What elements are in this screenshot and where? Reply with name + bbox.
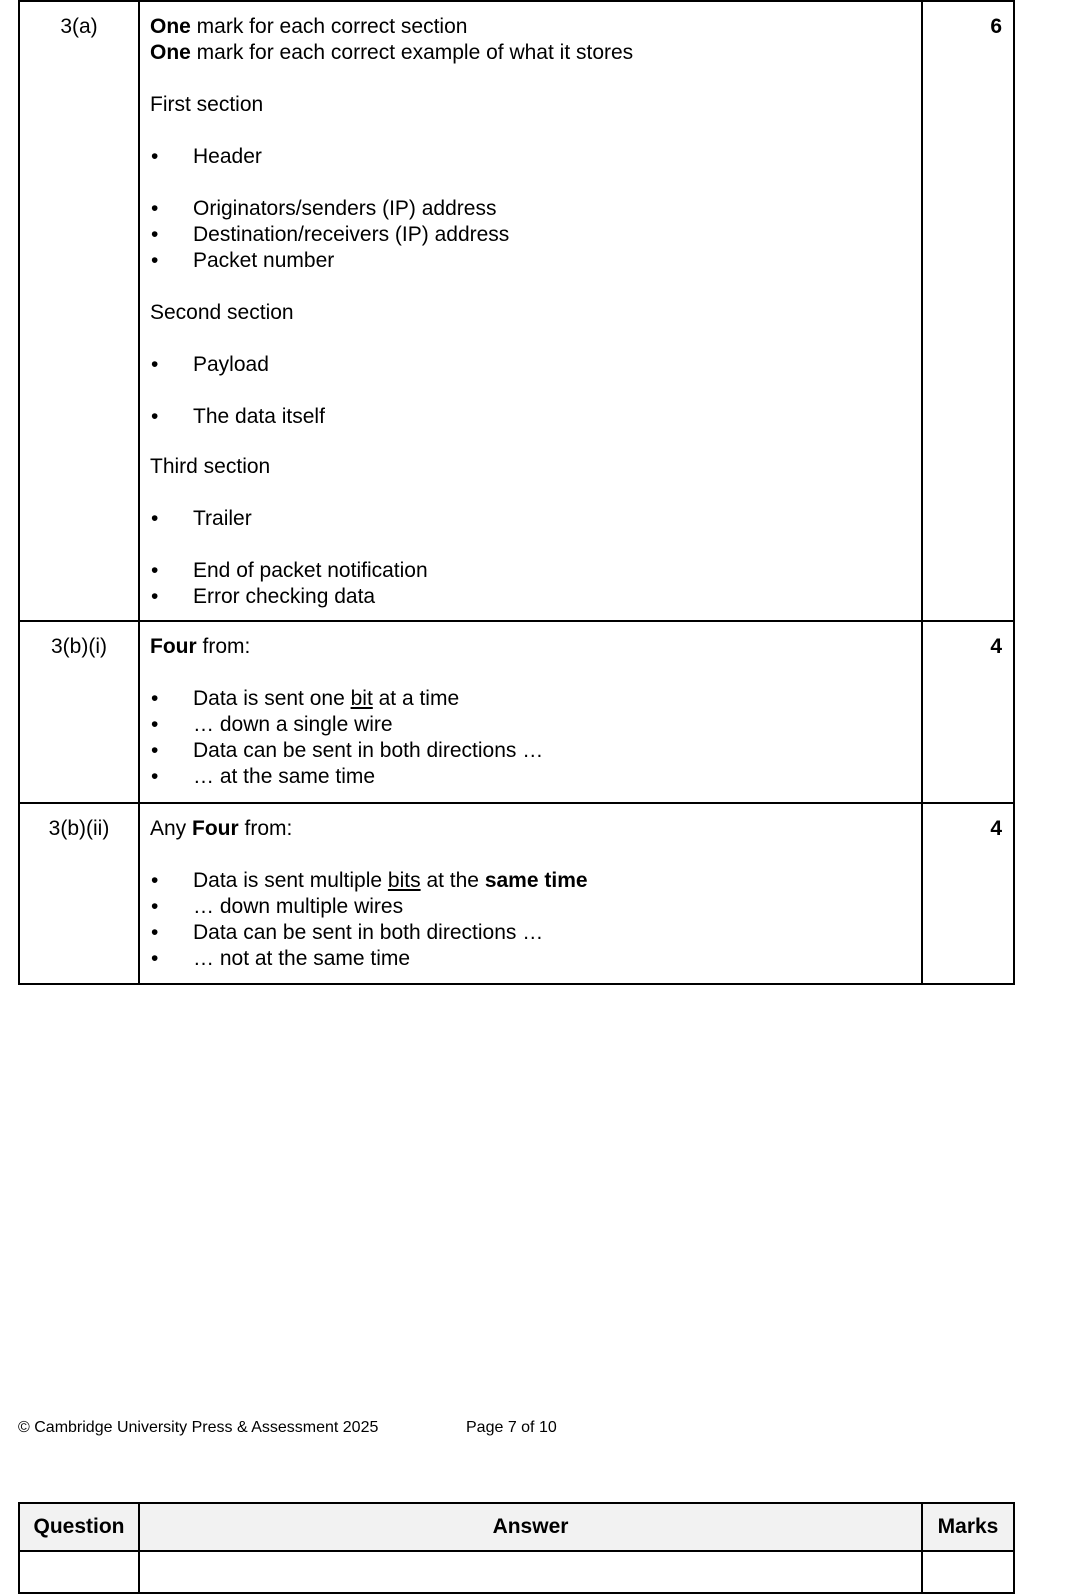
- table-row: [19, 803, 1014, 984]
- list-item: • Trailer: [150, 506, 911, 532]
- list-item: • End of packet notification: [150, 558, 911, 584]
- list-item: • … down multiple wires: [150, 894, 911, 920]
- answer-cell: [139, 803, 922, 984]
- instruction-line: One mark for each correct section: [150, 15, 468, 38]
- table-row: [19, 1, 1014, 621]
- section-title: Third section: [150, 455, 271, 478]
- marks-value: 4: [922, 803, 1014, 984]
- instruction-line: One mark for each correct example of what it stores: [150, 41, 634, 64]
- copyright-notice: © Cambridge University Press & Assessment 2025: [18, 1419, 379, 1436]
- list-item: • The data itself: [150, 404, 911, 430]
- instruction-line: Any Four from:: [150, 817, 293, 840]
- answer-cell: [139, 1, 922, 621]
- list-item: • Data can be sent in both directions …: [150, 738, 911, 764]
- marks-value: 6: [922, 1, 1014, 621]
- list-item: • Payload: [150, 352, 911, 378]
- instruction-line: Four from:: [150, 635, 251, 658]
- column-header-question: Question: [19, 1503, 139, 1551]
- answer-cell: [139, 621, 922, 803]
- column-header-marks: Marks: [922, 1503, 1014, 1551]
- list-item: • Header: [150, 144, 911, 170]
- page-number: Page 7 of 10: [466, 1419, 557, 1436]
- column-header-answer: Answer: [139, 1503, 922, 1551]
- list-item: • … not at the same time: [150, 946, 911, 972]
- table-row: [19, 1551, 1014, 1593]
- next-page-table-header: [18, 1502, 1015, 1594]
- list-item: • Error checking data: [150, 584, 911, 610]
- question-number: 3(b)(i): [19, 621, 139, 803]
- section-title: First section: [150, 93, 264, 116]
- list-item: • Packet number: [150, 248, 911, 274]
- list-item: • Data can be sent in both directions …: [150, 920, 911, 946]
- list-item: • Originators/senders (IP) address: [150, 196, 911, 222]
- list-item: • … down a single wire: [150, 712, 911, 738]
- question-number: 3(a): [19, 1, 139, 621]
- mark-scheme-table: [18, 0, 1015, 985]
- list-item: • Data is sent multiple bits at the same time: [150, 868, 911, 894]
- table-row: [19, 621, 1014, 803]
- section-title: Second section: [150, 301, 294, 324]
- header-row: [19, 1503, 1014, 1551]
- marks-value: 4: [922, 621, 1014, 803]
- list-item: • Destination/receivers (IP) address: [150, 222, 911, 248]
- list-item: • … at the same time: [150, 764, 911, 790]
- question-number: 3(b)(ii): [19, 803, 139, 984]
- list-item: • Data is sent one bit at a time: [150, 686, 911, 712]
